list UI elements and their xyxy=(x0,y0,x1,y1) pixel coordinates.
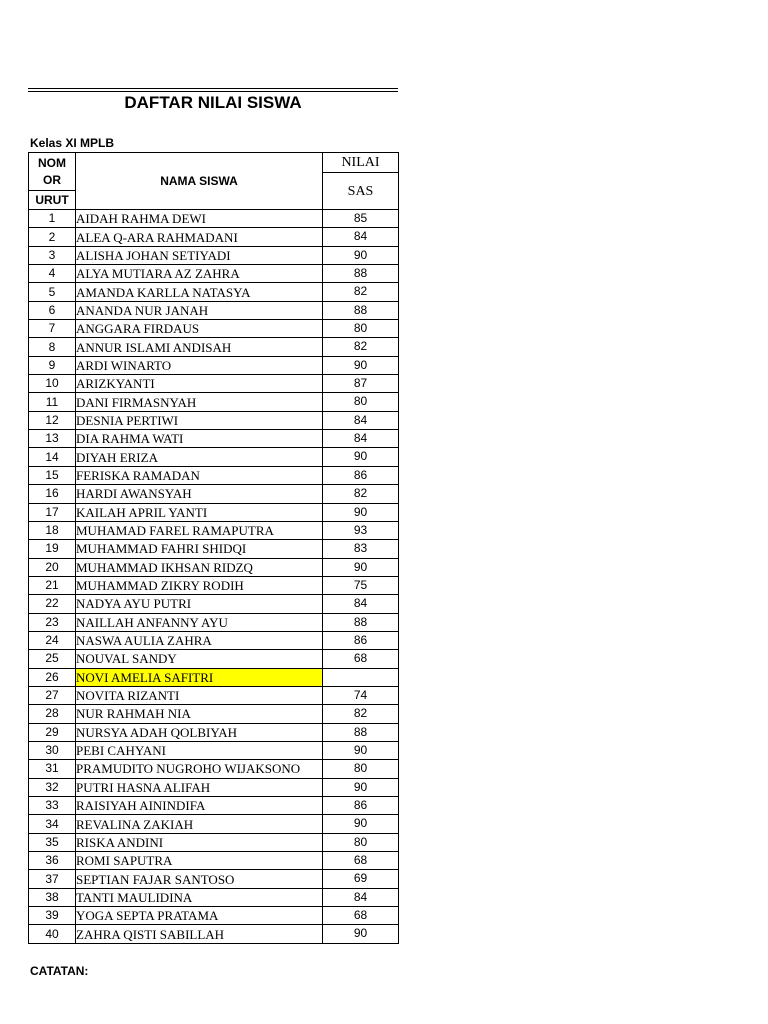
student-name: MUHAMMAD ZIKRY RODIH xyxy=(76,576,323,594)
row-number: 35 xyxy=(29,833,76,851)
table-row xyxy=(29,778,399,796)
table-row xyxy=(29,797,399,815)
table-row xyxy=(29,686,399,704)
document-title: DAFTAR NILAI SISWA xyxy=(124,93,302,112)
sas-score: 84 xyxy=(323,228,399,246)
sas-score: 82 xyxy=(323,338,399,356)
header-number xyxy=(29,153,76,191)
sas-score: 84 xyxy=(323,595,399,613)
student-name: REVALINA ZAKIAH xyxy=(76,815,323,833)
table-row xyxy=(29,466,399,484)
row-number: 13 xyxy=(29,430,76,448)
table-row xyxy=(29,576,399,594)
sas-score: 90 xyxy=(323,448,399,466)
row-number: 11 xyxy=(29,393,76,411)
student-name: NOUVAL SANDY xyxy=(76,650,323,668)
sas-score: 84 xyxy=(323,888,399,906)
header-score-group: NILAI xyxy=(323,153,399,173)
table-row xyxy=(29,540,399,558)
student-name: MUHAMMAD FAHRI SHIDQI xyxy=(76,540,323,558)
sas-score: 93 xyxy=(323,521,399,539)
row-number: 12 xyxy=(29,411,76,429)
sas-score: 83 xyxy=(323,540,399,558)
table-row xyxy=(29,815,399,833)
table-row xyxy=(29,595,399,613)
sas-score: 90 xyxy=(323,246,399,264)
table-row xyxy=(29,411,399,429)
sas-score xyxy=(323,668,399,686)
table-row xyxy=(29,723,399,741)
row-number: 23 xyxy=(29,613,76,631)
sas-score: 74 xyxy=(323,686,399,704)
table-row xyxy=(29,246,399,264)
table-row xyxy=(29,265,399,283)
table-row xyxy=(29,485,399,503)
row-number: 15 xyxy=(29,466,76,484)
row-number: 9 xyxy=(29,356,76,374)
sas-score: 88 xyxy=(323,265,399,283)
row-number: 29 xyxy=(29,723,76,741)
sas-score: 84 xyxy=(323,411,399,429)
header-number-line3: URUT xyxy=(29,191,76,210)
student-name: ZAHRA QISTI SABILLAH xyxy=(76,925,323,943)
row-number: 38 xyxy=(29,888,76,906)
row-number: 3 xyxy=(29,246,76,264)
row-number: 40 xyxy=(29,925,76,943)
row-number: 19 xyxy=(29,540,76,558)
header-score-sas: SAS xyxy=(323,173,399,210)
table-row xyxy=(29,448,399,466)
sas-score: 90 xyxy=(323,741,399,759)
student-name: SEPTIAN FAJAR SANTOSO xyxy=(76,870,323,888)
table-row xyxy=(29,375,399,393)
sas-score: 86 xyxy=(323,797,399,815)
sas-score: 86 xyxy=(323,631,399,649)
row-number: 4 xyxy=(29,265,76,283)
student-name: AIDAH RAHMA DEWI xyxy=(76,210,323,228)
sas-score: 82 xyxy=(323,283,399,301)
row-number: 21 xyxy=(29,576,76,594)
table-row xyxy=(29,650,399,668)
student-name: FERISKA RAMADAN xyxy=(76,466,323,484)
table-row xyxy=(29,888,399,906)
student-name: NOVI AMELIA SAFITRI xyxy=(76,668,323,686)
sas-score: 90 xyxy=(323,356,399,374)
row-number: 31 xyxy=(29,760,76,778)
student-name: HARDI AWANSYAH xyxy=(76,485,323,503)
table-row xyxy=(29,393,399,411)
sas-score: 84 xyxy=(323,430,399,448)
table-row xyxy=(29,907,399,925)
student-name: DESNIA PERTIWI xyxy=(76,411,323,429)
table-row xyxy=(29,760,399,778)
student-name: ALEA Q-ARA RAHMADANI xyxy=(76,228,323,246)
row-number: 33 xyxy=(29,797,76,815)
sas-score: 80 xyxy=(323,833,399,851)
table-row xyxy=(29,558,399,576)
row-number: 10 xyxy=(29,375,76,393)
table-row xyxy=(29,833,399,851)
student-name: PUTRI HASNA ALIFAH xyxy=(76,778,323,796)
row-number: 30 xyxy=(29,741,76,759)
notes-label: CATATAN: xyxy=(30,964,89,978)
row-number: 6 xyxy=(29,301,76,319)
table-row xyxy=(29,668,399,686)
sas-score: 68 xyxy=(323,907,399,925)
row-number: 1 xyxy=(29,210,76,228)
sas-score: 90 xyxy=(323,503,399,521)
row-number: 17 xyxy=(29,503,76,521)
student-name: NURSYA ADAH QOLBIYAH xyxy=(76,723,323,741)
student-name: ANNUR ISLAMI ANDISAH xyxy=(76,338,323,356)
row-number: 16 xyxy=(29,485,76,503)
row-number: 22 xyxy=(29,595,76,613)
sas-score: 87 xyxy=(323,375,399,393)
table-row xyxy=(29,521,399,539)
row-number: 20 xyxy=(29,558,76,576)
sas-score: 68 xyxy=(323,852,399,870)
sas-score: 90 xyxy=(323,778,399,796)
row-number: 26 xyxy=(29,668,76,686)
row-number: 7 xyxy=(29,320,76,338)
row-number: 34 xyxy=(29,815,76,833)
student-name: ARDI WINARTO xyxy=(76,356,323,374)
row-number: 18 xyxy=(29,521,76,539)
header-number-line1: NOM xyxy=(38,155,66,170)
student-name: ARIZKYANTI xyxy=(76,375,323,393)
table-row xyxy=(29,356,399,374)
table-row xyxy=(29,338,399,356)
top-rule xyxy=(28,88,398,89)
student-name: DANI FIRMASNYAH xyxy=(76,393,323,411)
table-row xyxy=(29,852,399,870)
sas-score: 90 xyxy=(323,925,399,943)
student-name: YOGA SEPTA PRATAMA xyxy=(76,907,323,925)
student-name: ANGGARA FIRDAUS xyxy=(76,320,323,338)
student-name: NAILLAH ANFANNY AYU xyxy=(76,613,323,631)
table-row xyxy=(29,283,399,301)
table-row xyxy=(29,320,399,338)
sas-score: 69 xyxy=(323,870,399,888)
row-number: 25 xyxy=(29,650,76,668)
table-row xyxy=(29,228,399,246)
sas-score: 90 xyxy=(323,815,399,833)
sas-score: 88 xyxy=(323,301,399,319)
sas-score: 75 xyxy=(323,576,399,594)
sas-score: 88 xyxy=(323,613,399,631)
table-row xyxy=(29,613,399,631)
student-name: MUHAMAD FAREL RAMAPUTRA xyxy=(76,521,323,539)
table-row xyxy=(29,503,399,521)
grades-table-body xyxy=(29,210,399,944)
row-number: 28 xyxy=(29,705,76,723)
student-name: PEBI CAHYANI xyxy=(76,741,323,759)
table-row xyxy=(29,210,399,228)
sas-score: 85 xyxy=(323,210,399,228)
table-row xyxy=(29,870,399,888)
student-name: NUR RAHMAH NIA xyxy=(76,705,323,723)
sas-score: 86 xyxy=(323,466,399,484)
sas-score: 82 xyxy=(323,485,399,503)
table-row xyxy=(29,741,399,759)
row-number: 37 xyxy=(29,870,76,888)
table-row xyxy=(29,430,399,448)
row-number: 5 xyxy=(29,283,76,301)
header-row-top xyxy=(29,153,399,173)
sas-score: 80 xyxy=(323,393,399,411)
student-name: NASWA AULIA ZAHRA xyxy=(76,631,323,649)
sas-score: 68 xyxy=(323,650,399,668)
row-number: 24 xyxy=(29,631,76,649)
row-number: 14 xyxy=(29,448,76,466)
table-row xyxy=(29,301,399,319)
row-number: 8 xyxy=(29,338,76,356)
row-number: 2 xyxy=(29,228,76,246)
student-name: TANTI MAULIDINA xyxy=(76,888,323,906)
header-student-name: NAMA SISWA xyxy=(76,153,323,210)
student-name: DIYAH ERIZA xyxy=(76,448,323,466)
sas-score: 80 xyxy=(323,320,399,338)
row-number: 32 xyxy=(29,778,76,796)
student-name: ALISHA JOHAN SETIYADI xyxy=(76,246,323,264)
student-name: NOVITA RIZANTI xyxy=(76,686,323,704)
sas-score: 90 xyxy=(323,558,399,576)
row-number: 39 xyxy=(29,907,76,925)
sas-score: 82 xyxy=(323,705,399,723)
table-row xyxy=(29,705,399,723)
student-name: DIA RAHMA WATI xyxy=(76,430,323,448)
header-number-line2: OR xyxy=(43,172,61,187)
sas-score: 80 xyxy=(323,760,399,778)
student-name: AMANDA KARLLA NATASYA xyxy=(76,283,323,301)
student-name: NADYA AYU PUTRI xyxy=(76,595,323,613)
student-name: ALYA MUTIARA AZ ZAHRA xyxy=(76,265,323,283)
sas-score: 88 xyxy=(323,723,399,741)
student-name: RISKA ANDINI xyxy=(76,833,323,851)
student-name: ANANDA NUR JANAH xyxy=(76,301,323,319)
row-number: 27 xyxy=(29,686,76,704)
student-name: PRAMUDITO NUGROHO WIJAKSONO xyxy=(76,760,323,778)
student-name: KAILAH APRIL YANTI xyxy=(76,503,323,521)
row-number: 36 xyxy=(29,852,76,870)
class-label: Kelas XI MPLB xyxy=(30,136,115,150)
table-row xyxy=(29,925,399,943)
grades-table xyxy=(28,152,399,944)
student-name: MUHAMMAD IKHSAN RIDZQ xyxy=(76,558,323,576)
student-name: ROMI SAPUTRA xyxy=(76,852,323,870)
table-row xyxy=(29,631,399,649)
student-name: RAISIYAH AININDIFA xyxy=(76,797,323,815)
